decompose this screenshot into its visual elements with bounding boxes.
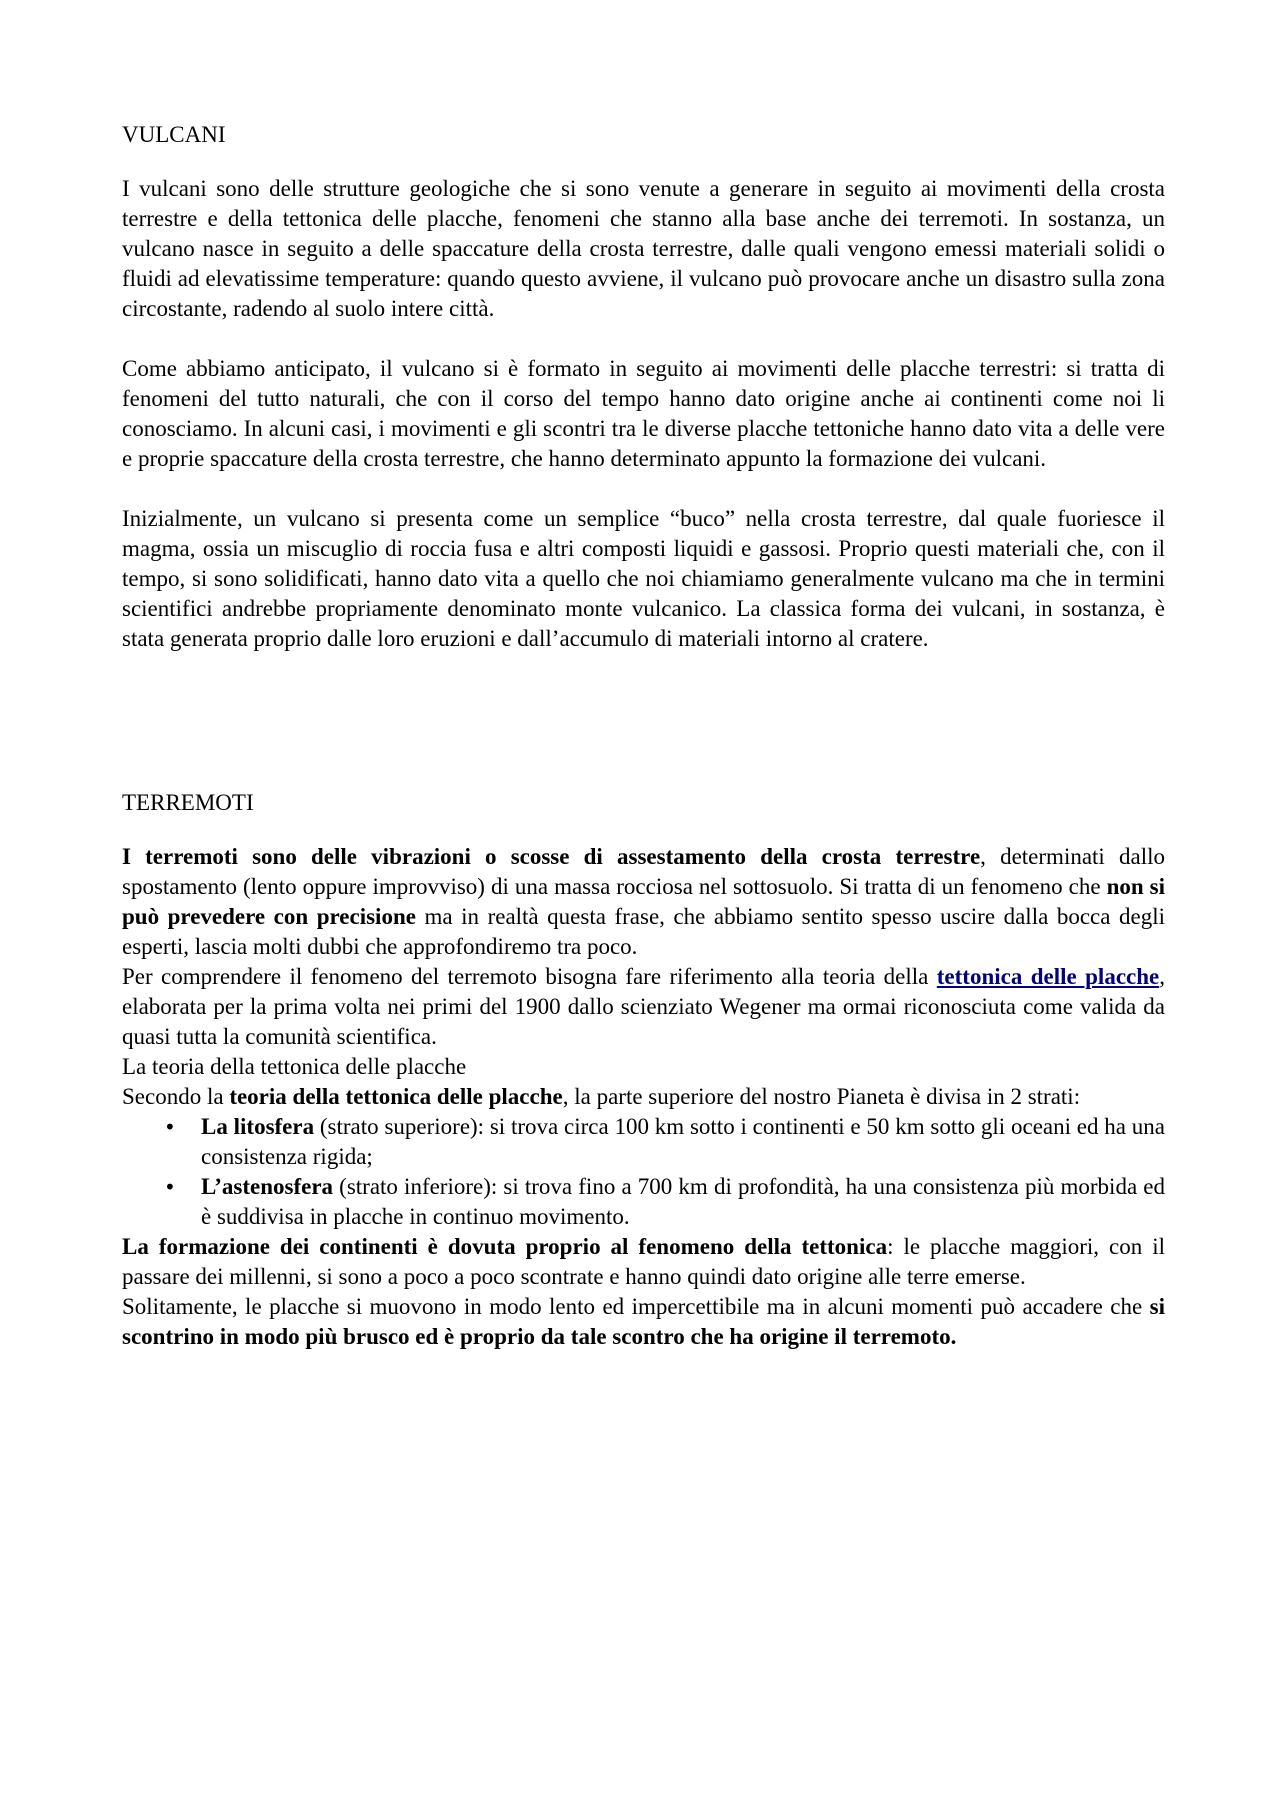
bold-text: si scontrino in modo più brusco ed è proprio da tale scontro che ha origine il terremoto. (122, 1294, 1165, 1349)
document-page (122, 120, 1165, 1352)
link-tettonica-delle-placche[interactable]: tettonica delle placche (936, 964, 1160, 989)
text-run: Solitamente, le placche si muovono in modo lento ed impercettibile ma in alcuni momenti può accadere che (122, 1294, 1150, 1319)
bullet-icon: • (164, 1175, 176, 1199)
bold-text: La litosfera (201, 1114, 315, 1139)
paragraph-terremoti-5 (122, 1232, 1165, 1292)
paragraph-terremoti-6 (122, 1292, 1165, 1352)
paragraph-vulcani-3: Inizialmente, un vulcano si presenta come un semplice “buco” nella crosta terrestre, dal quale fuoriesce il magma, ossia un miscuglio di roccia fusa e altri composti liquidi e gassosi. Proprio questi materiali che, con il tempo, si sono solidificati, hanno dato vita a quello che noi chiamiamo generalmente vulcano ma che in termini scientifici andrebbe propriamente denominato monte vulcanico. La classica forma dei vulcani, in sostanza, è stata generata proprio dalle loro eruzioni e dall’accumulo di materiali intorno al cratere. (122, 506, 1165, 651)
text-run: ma in realtà questa frase, che abbiamo sentito spesso uscire dalla bocca degli esperti, lascia molti dubbi che approfondiremo tra poco. (122, 904, 1165, 959)
list-item-litosfera (122, 1112, 1165, 1172)
text-run: (strato inferiore): si trova fino a 700 km di profondità, ha una consistenza più morbida ed è suddivisa in placche in continuo movimento. (201, 1174, 1165, 1229)
text-run: , elaborata per la prima volta nei primi del 1900 dallo scienziato Wegener ma ormai riconosciuta come valida da quasi tutta la comunità scientifica. (122, 964, 1165, 1049)
section-spacer (122, 654, 1165, 788)
text-run: Secondo la (122, 1084, 230, 1109)
bold-text: teoria della tettonica delle placche (229, 1084, 563, 1109)
bold-text: I terremoti sono delle vibrazioni o scosse di assestamento della crosta terrestre (122, 844, 981, 869)
bullet-icon: • (164, 1115, 176, 1139)
text-run: , determinati dallo spostamento (lento oppure improvviso) di una massa rocciosa nel sottosuolo. Si tratta di un fenomeno che (122, 844, 1165, 899)
list-item-astenosfera (122, 1172, 1165, 1232)
heading-vulcani: VULCANI (122, 122, 226, 147)
bold-text: L’astenosfera (201, 1174, 334, 1199)
text-run: : le placche maggiori, con il passare dei millenni, si sono a poco a poco scontrate e hanno quindi dato origine alle terre emerse. (122, 1234, 1165, 1289)
paragraph-terremoti-1 (122, 842, 1165, 962)
text-run: (strato superiore): si trova circa 100 km sotto i continenti e 50 km sotto gli oceani ed ha una consistenza rigida; (201, 1114, 1165, 1169)
heading-terremoti: TERREMOTI (122, 790, 254, 815)
subheading-teoria: La teoria della tettonica delle placche (122, 1054, 467, 1079)
bullet-list-strati (122, 1112, 1165, 1232)
paragraph-terremoti-2 (122, 962, 1165, 1052)
paragraph-terremoti-4 (122, 1082, 1165, 1112)
text-run: , la parte superiore del nostro Pianeta è divisa in 2 strati: (562, 1084, 1081, 1109)
bold-text: non si può prevedere con precisione (122, 874, 1165, 929)
text-run: Per comprendere il fenomeno del terremoto bisogna fare riferimento alla teoria della (122, 964, 937, 989)
bold-text: La formazione dei continenti è dovuta proprio al fenomeno della tettonica (122, 1234, 888, 1259)
paragraph-vulcani-2: Come abbiamo anticipato, il vulcano si è formato in seguito ai movimenti delle placche terrestri: si tratta di fenomeni del tutto naturali, che con il corso del tempo hanno dato origine anche ai continenti come noi li conosciamo. In alcuni casi, i movimenti e gli scontri tra le diverse placche tettoniche hanno dato vita a delle vere e proprie spaccature della crosta terrestre, che hanno determinato appunto la formazione dei vulcani. (122, 356, 1165, 471)
paragraph-vulcani-1: I vulcani sono delle strutture geologiche che si sono venute a generare in seguito ai movimenti della crosta terrestre e della tettonica delle placche, fenomeni che stanno alla base anche dei terremoti. In sostanza, un vulcano nasce in seguito a delle spaccature della crosta terrestre, dalle quali vengono emessi materiali solidi o fluidi ad elevatissime temperature: quando questo avviene, il vulcano può provocare anche un disastro sulla zona circostante, radendo al suolo intere città. (122, 176, 1165, 321)
